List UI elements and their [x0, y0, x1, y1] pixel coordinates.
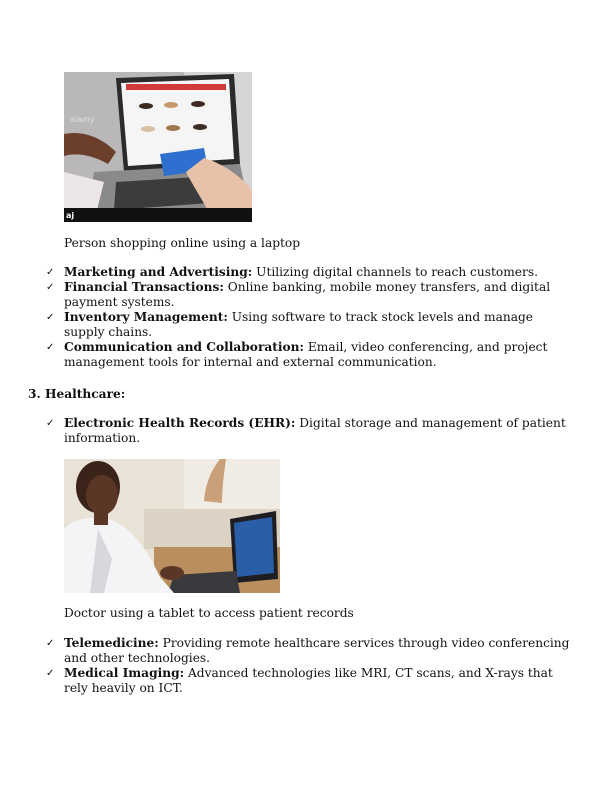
online-shopping-photo [64, 72, 252, 222]
check-icon: ✓ [46, 282, 55, 293]
store-header-bar [126, 84, 226, 90]
list-item-term: Electronic Health Records (EHR): [64, 416, 296, 430]
list-item [46, 416, 574, 446]
check-icon: ✓ [46, 418, 55, 429]
list-item [46, 310, 574, 340]
business-uses-list [46, 265, 574, 370]
list-item-term: Marketing and Advertising: [64, 265, 253, 279]
list-item-text: Utilizing digital channels to reach customers. [252, 265, 538, 279]
check-icon: ✓ [46, 668, 55, 679]
healthcare-tech-list [46, 636, 574, 696]
list-item-term: Communication and Collaboration: [64, 340, 305, 354]
figure2-caption: Doctor using a tablet to access patient records [64, 606, 354, 620]
list-item-term: Medical Imaging: [64, 666, 185, 680]
section-heading-healthcare: 3. Healthcare: [28, 387, 126, 401]
list-item [46, 340, 574, 370]
healthcare-uses-list [46, 416, 574, 446]
list-item [46, 636, 574, 666]
list-item-text: Using software to track stock levels and manage supply chains. [64, 310, 533, 339]
watermark: alamy [70, 115, 95, 124]
corner-mark: aj [66, 211, 75, 220]
check-icon: ✓ [46, 267, 55, 278]
figure1-caption: Person shopping online using a laptop [64, 236, 301, 250]
list-item-text: Online banking, mobile money transfers, and digital payment systems. [64, 280, 551, 309]
list-item-term: Inventory Management: [64, 310, 228, 324]
doctor-laptop-photo [64, 459, 280, 593]
list-item-term: Financial Transactions: [64, 280, 224, 294]
list-item [46, 280, 574, 310]
list-item-text: Providing remote healthcare services through video conferencing and other technologies. [64, 636, 570, 665]
list-item-text: Advanced technologies like MRI, CT scans, and X-rays that rely heavily on ICT. [64, 666, 553, 695]
list-item [46, 265, 574, 280]
check-icon: ✓ [46, 342, 55, 353]
check-icon: ✓ [46, 312, 55, 323]
list-item-text: Digital storage and management of patient information. [64, 416, 566, 445]
laptop-screen [234, 517, 274, 577]
online-shopping-illustration [64, 72, 252, 222]
list-item [46, 666, 574, 696]
list-item-term: Telemedicine: [64, 636, 159, 650]
doctor-laptop-illustration [64, 459, 280, 593]
check-icon: ✓ [46, 638, 55, 649]
list-item-text: Email, video conferencing, and project management tools for internal and external communication. [64, 340, 548, 369]
